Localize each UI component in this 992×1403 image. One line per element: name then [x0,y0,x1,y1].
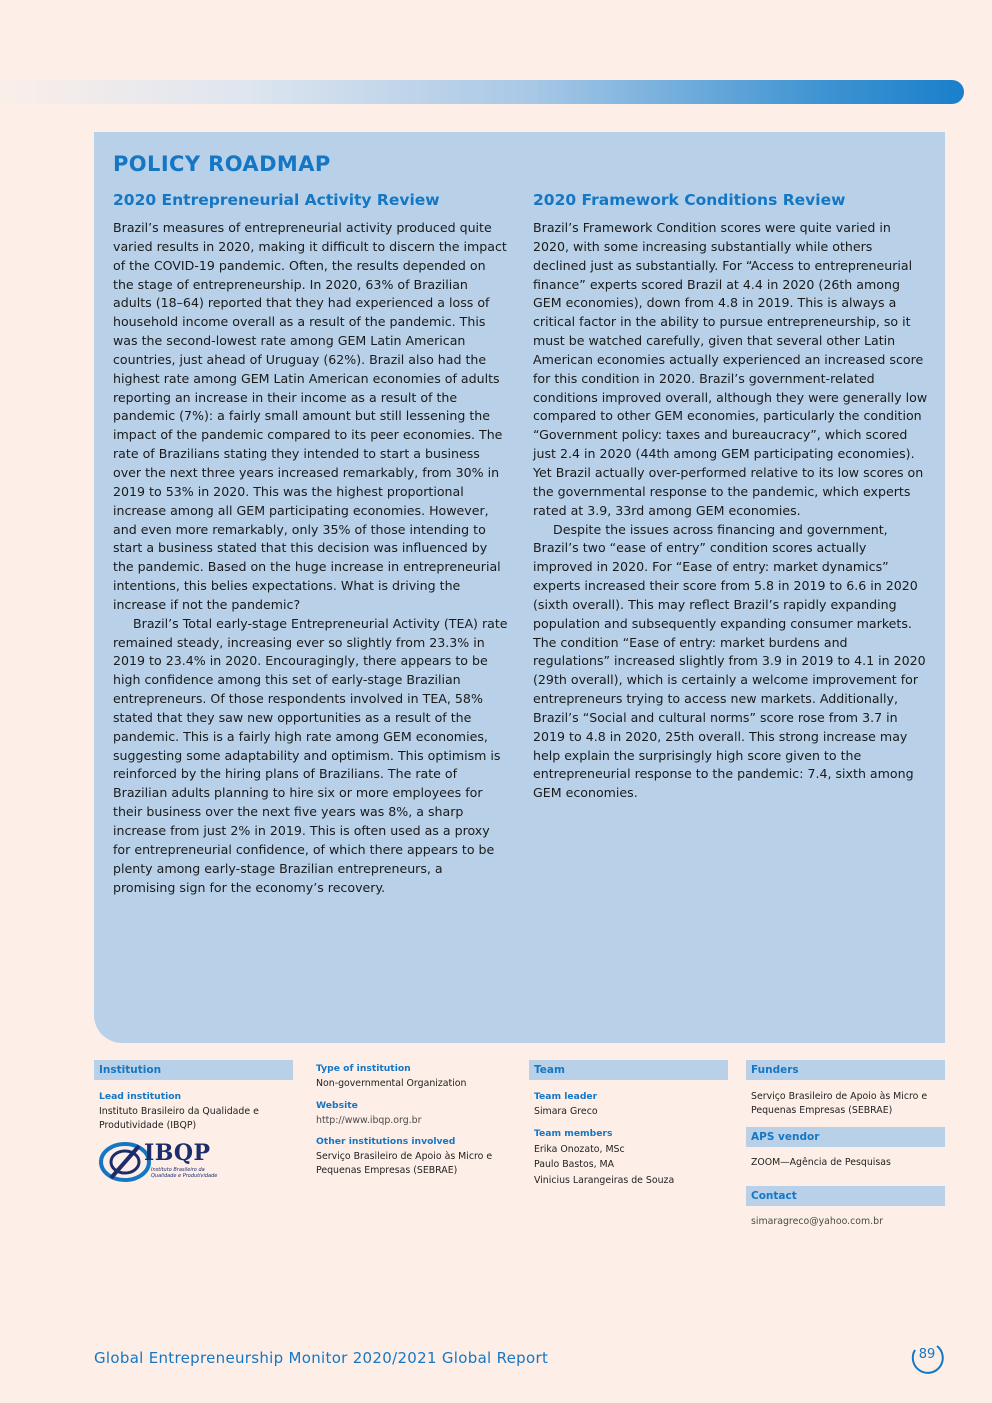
ibqp-logo-text: IBQP [144,1140,211,1166]
team-member: Erika Onozato, MSc [534,1143,625,1155]
funders-value: Serviço Brasileiro de Apoio às Micro e Pequenas Empresas (SEBRAE) [751,1091,928,1116]
other-institutions-value: Serviço Brasileiro de Apoio às Micro e Pequenas Empresas (SEBRAE) [316,1151,493,1176]
team-member: Paulo Bastos, MA [534,1159,615,1170]
section-title: POLICY ROADMAP [113,152,331,176]
team-members-label: Team members [534,1127,613,1139]
team-leader-value: Simara Greco [534,1106,598,1117]
activity-review-paragraph-2: Brazil’s Total early-stage Entrepreneurial Activity (TEA) rate remained steady, increasing ever so slightly from 23.3% in 2019 to 23.4% in 2020. Encouragingly, there appears to be high confidence among this set of early-stage Brazilian entrepreneurs. Of those respondents involved in TEA, 58% stated that they saw new opportunities as a result of the pandemic. This is a fairly high rate among GEM economies, suggesting some adaptability and optimism. This optimism is reinforced by the hiring plans of Brazilians. The rate of Brazilian adults planning to hire six or more employees for their business over the next five years was 8%, a sharp increase from just 2% in 2019. This is often used as a proxy for entrepreneurial confidence, of which there appears to be plenty among early-stage Brazilian entrepreneurs, a promising sign for the economy’s recovery. [113,615,508,895]
framework-review-paragraph-2: Despite the issues across financing and government, Brazil’s two “ease of entry” condition scores actually improved in 2020. For “Ease of entry: market dynamics” experts increased their score from 5.8 in 2019 to 6.6 in 2020 (sixth overall). This may reflect Brazil’s rapidly expanding population and subsequently expanding consumer markets. The condition “Ease of entry: market burdens and regulations” increased slightly from 3.9 in 2019 to 4.1 in 2020 (29th overall), which is certainly a welcome improvement for entrepreneurs trying to access new markets. Additionally, Brazil’s “Social and cultural norms” score rose from 3.7 in 2019 to 4.8 in 2020, 25th overall. This strong increase may help explain the surprisingly high score given to the entrepreneurial response to the pandemic: 7.4, sixth among GEM economies. [533,521,926,801]
framework-review-paragraph-1: Brazil’s Framework Condition scores were quite varied in 2020, with some increasing substantially while others declined just as substantially. For “Access to entrepreneurial finance” experts scored Brazil at 4.4 in 2020 (26th among GEM economies), down from 4.8 in 2019. This is always a critical factor in the ability to pursue entrepreneurship, so it must be watched carefully, given that several other Latin American economies actually experienced an increased score for this condition in 2020. Brazil’s government-related conditions improved overall, although they were generally low compared to other GEM economies, particularly the condition “Government policy: taxes and bureaucracy”, which scored just 2.4 in 2020 (44th among GEM participating economies). Yet Brazil actually over-performed relative to its low scores on the governmental response to the pandemic, which experts rated at 3.9, 33rd among GEM economies. [533,220,928,518]
contact-email-link[interactable]: simaragreco@yahoo.com.br [751,1215,883,1227]
framework-review-heading: 2020 Framework Conditions Review [533,191,846,209]
team-block [529,1060,728,1188]
funders-block [746,1060,945,1228]
aps-vendor-value: ZOOM—Agência de Pesquisas [751,1157,891,1168]
header-gradient-band [0,80,964,104]
contact-header: Contact [746,1186,945,1206]
page-number-badge [909,1340,945,1376]
ibqp-logo-subtitle: Instituto Brasileiro da Qualidade e Produtividade [151,1167,218,1179]
website-label: Website [316,1099,358,1111]
type-of-institution-value: Non-governmental Organization [316,1078,467,1089]
other-institutions-label: Other institutions involved [316,1136,456,1147]
institution-details-block [316,1060,506,1177]
website-link[interactable]: http://www.ibqp.org.br [316,1114,422,1126]
lead-institution-label: Lead institution [99,1091,182,1102]
report-title: Global Entrepreneurship Monitor 2020/2021 Global Report [94,1349,549,1367]
institution-block [94,1060,293,1186]
aps-vendor-header: APS vendor [746,1127,945,1147]
activity-review-paragraph-1: Brazil’s measures of entrepreneurial activity produced quite varied results in 2020, making it difficult to discern the impact of the COVID-19 pandemic. Often, the results depended on the stage of entrepreneurship. In 2020, 63% of Brazilian adults (18–64) reported that they had experienced a loss of household income overall as a result of the pandemic. This was the second-lowest rate among GEM Latin American countries, just ahead of Uruguay (62%). Brazil also had the highest rate among GEM Latin American economies of adults reporting an increase in their income as a result of the pandemic (7%): a fairly small amount but still lessening the impact of the pandemic compared to its peer economies. The rate of Brazilians stating they intended to start a business over the next three years increased remarkably, from 30% in 2019 to 53% in 2020. This was the highest proportional increase among all GEM participating economies. However, and even more remarkably, only 35% of those intending to start a business stated that this decision was influenced by the pandemic. Based on the huge increase in entrepreneurial intentions, this belies expectations. What is driving the increase if not the pandemic? [113,220,507,612]
activity-review-heading: 2020 Entrepreneurial Activity Review [113,191,440,209]
type-of-institution-label: Type of institution [316,1063,411,1074]
activity-review-column [113,191,508,897]
policy-roadmap-panel [94,132,945,1043]
team-leader-label: Team leader [534,1091,598,1102]
lead-institution-value: Instituto Brasileiro da Qualidade e Produtividade (IBQP) [99,1106,259,1131]
team-member: Vinicius Larangeiras de Souza [534,1174,675,1186]
ibqp-logo [99,1138,229,1186]
page-number: 89 [918,1347,936,1362]
team-header: Team [529,1060,728,1080]
framework-review-column [533,191,928,803]
funders-header: Funders [746,1060,945,1080]
institution-header: Institution [94,1060,293,1080]
